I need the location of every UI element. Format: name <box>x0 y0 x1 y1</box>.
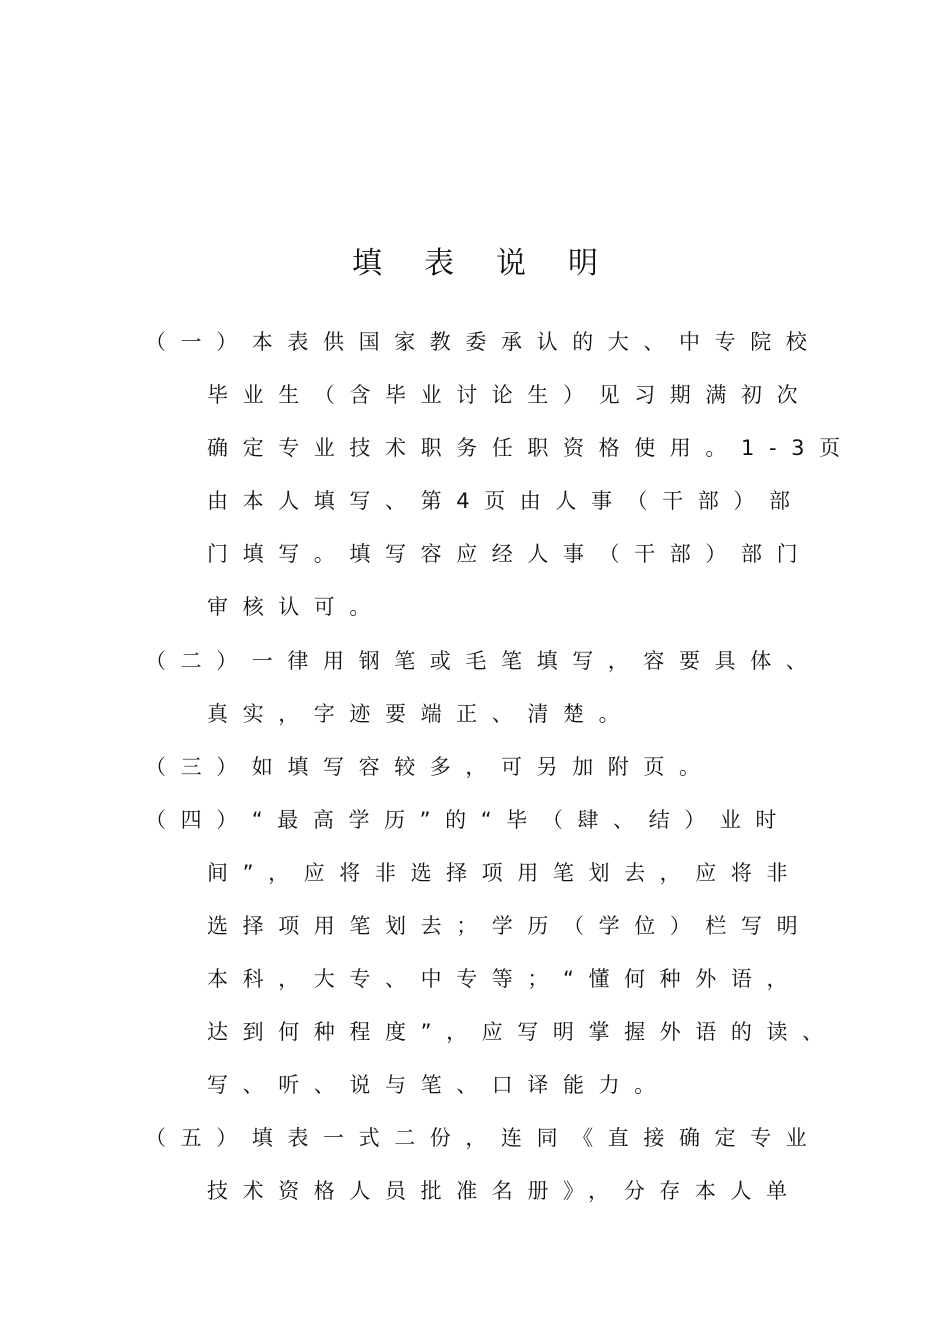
item-4-line-5: 达到何种程度”，应写明掌握外语的读、 <box>207 1020 838 1044</box>
item-1-line-5: 门填写。填写容应经人事（干部）部门 <box>207 542 813 566</box>
item-2-line-1: （二）一律用钢笔或毛笔填写，容要具体、 <box>145 649 822 673</box>
item-4-line-2: 间”，应将非选择项用笔划去，应将非 <box>207 861 803 885</box>
item-2-line-2: 真实，字迹要端正、清楚。 <box>207 702 635 726</box>
item-5-line-1: （五）填表一式二份，连同《直接确定专业 <box>145 1126 822 1150</box>
item-4-line-3: 选择项用笔划去；学历（学位）栏写明 <box>207 914 813 938</box>
item-3-line-1: （三）如填写容较多，可另加附页。 <box>145 755 715 779</box>
page-title: 填表说明 <box>352 246 640 281</box>
item-4-line-4: 本科，大专、中专等；“懂何种外语， <box>207 967 803 991</box>
item-4-line-1: （四）“最高学历”的“毕（肆、结）业时 <box>145 808 792 832</box>
item-5-line-2: 技术资格人员批准名册》，分存本人单 <box>207 1179 802 1203</box>
item-1-line-3: 确定专业技术职务任职资格使用。1-3页 <box>207 436 855 460</box>
item-1-line-1: （一）本表供国家教委承认的大、中专院校 <box>145 330 822 354</box>
item-1-line-4: 由本人填写、第4页由人事（干部）部 <box>207 489 805 513</box>
item-1-line-2: 毕业生（含毕业讨论生）见习期满初次 <box>207 383 813 407</box>
item-4-line-6: 写、听、说与笔、口译能力。 <box>207 1073 670 1097</box>
item-1-line-6: 审核认可。 <box>207 595 385 619</box>
